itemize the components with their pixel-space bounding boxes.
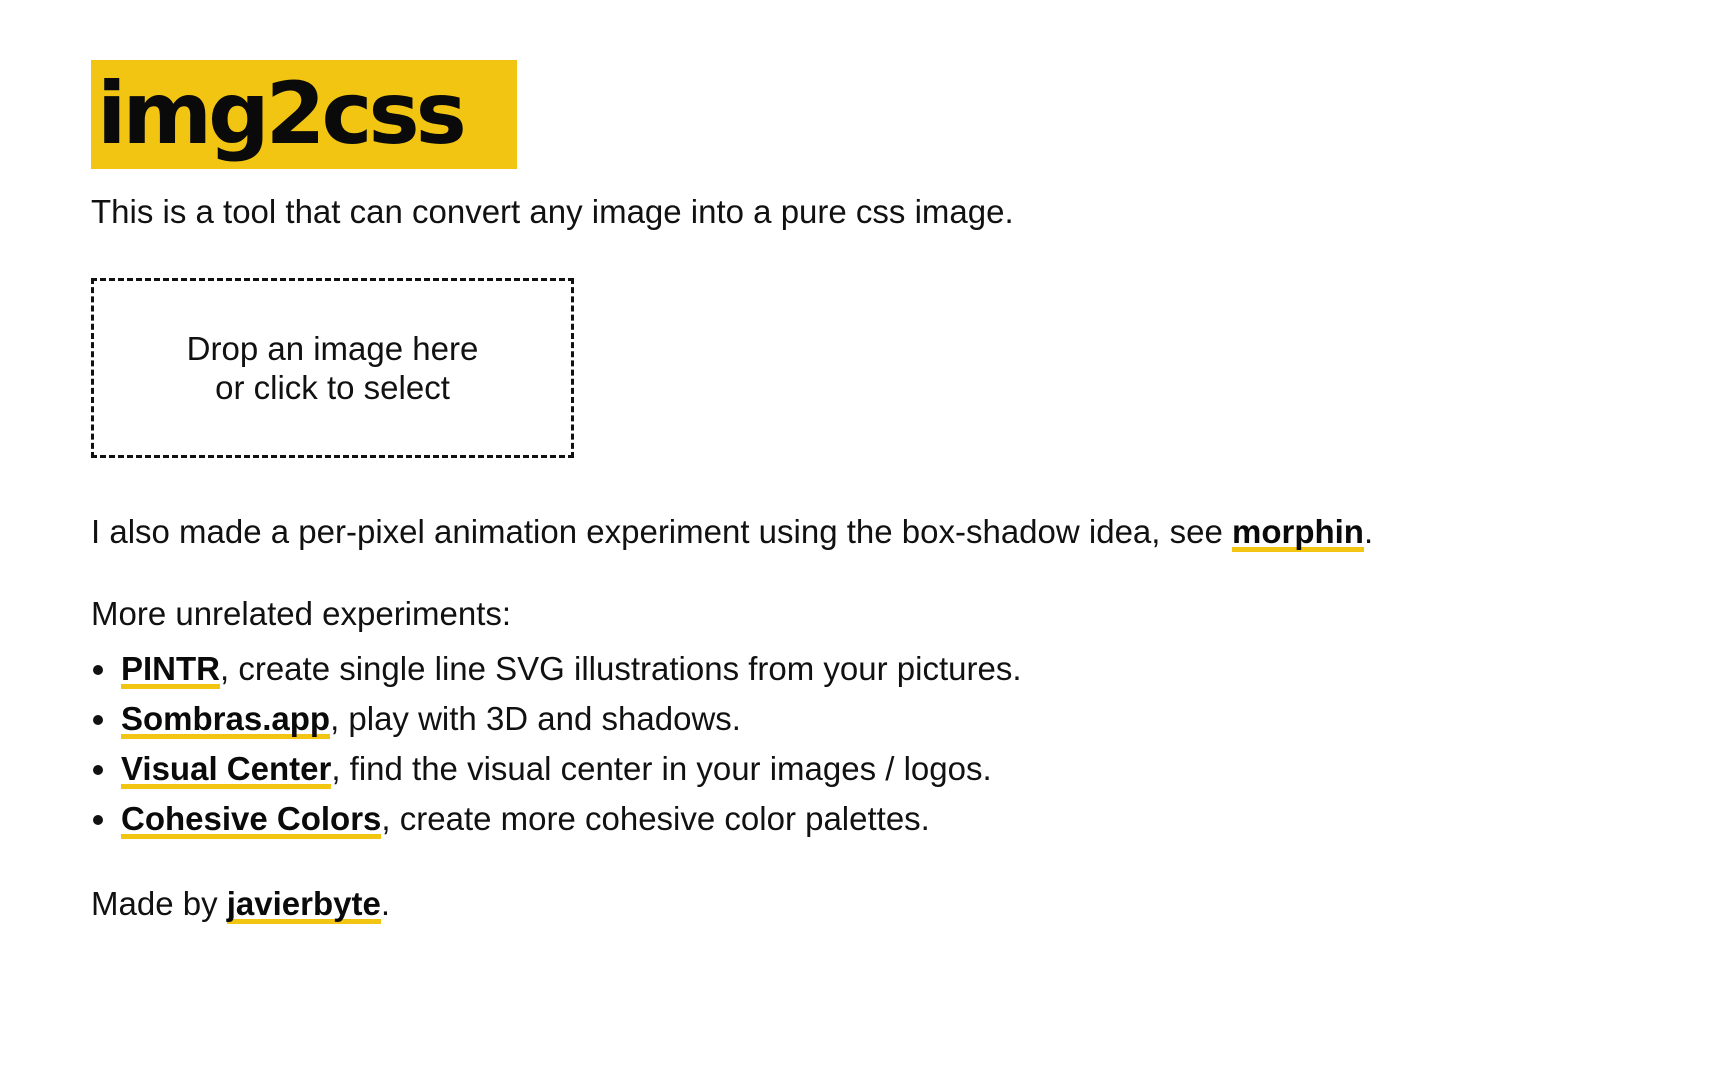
visual-center-link[interactable]: Visual Center [121,750,332,787]
footer [91,882,1728,926]
tagline: This is a tool that can convert any image into a pure css image. [91,193,1014,230]
list-item [91,644,1728,694]
logo: img2css [91,60,517,169]
morphin-paragraph [91,510,1728,554]
morphin-text: I also made a per-pixel animation experiment using the box-shadow idea, see [91,513,1232,550]
list-item [91,744,1728,794]
image-dropzone[interactable] [91,278,574,458]
dropzone-line-1: Drop an image here [186,330,479,367]
morphin-period: . [1363,513,1374,550]
author-link[interactable]: javierbyte [226,885,381,922]
bullet-icon [93,815,103,825]
pintr-link[interactable]: PINTR [121,650,220,687]
bullet-icon [93,665,103,675]
more-experiments-heading: More unrelated experiments: [91,595,512,632]
sombras-link[interactable]: Sombras.app [121,700,331,737]
pintr-description: , create single line SVG illustrations from your pictures. [220,650,1022,687]
list-item [91,694,1728,744]
morphin-link[interactable]: morphin [1231,513,1364,550]
visual-center-description: , find the visual center in your images / logos. [331,750,992,787]
bullet-icon [93,715,103,725]
footer-period: . [380,885,391,922]
cohesive-colors-link[interactable]: Cohesive Colors [121,800,382,837]
cohesive-colors-description: , create more cohesive color palettes. [381,800,930,837]
list-item [91,794,1728,844]
dropzone-line-2: or click to select [215,369,450,406]
experiments-list [91,644,1728,844]
bullet-icon [93,765,103,775]
footer-text: Made by [91,885,227,922]
sombras-description: , play with 3D and shadows. [330,700,741,737]
